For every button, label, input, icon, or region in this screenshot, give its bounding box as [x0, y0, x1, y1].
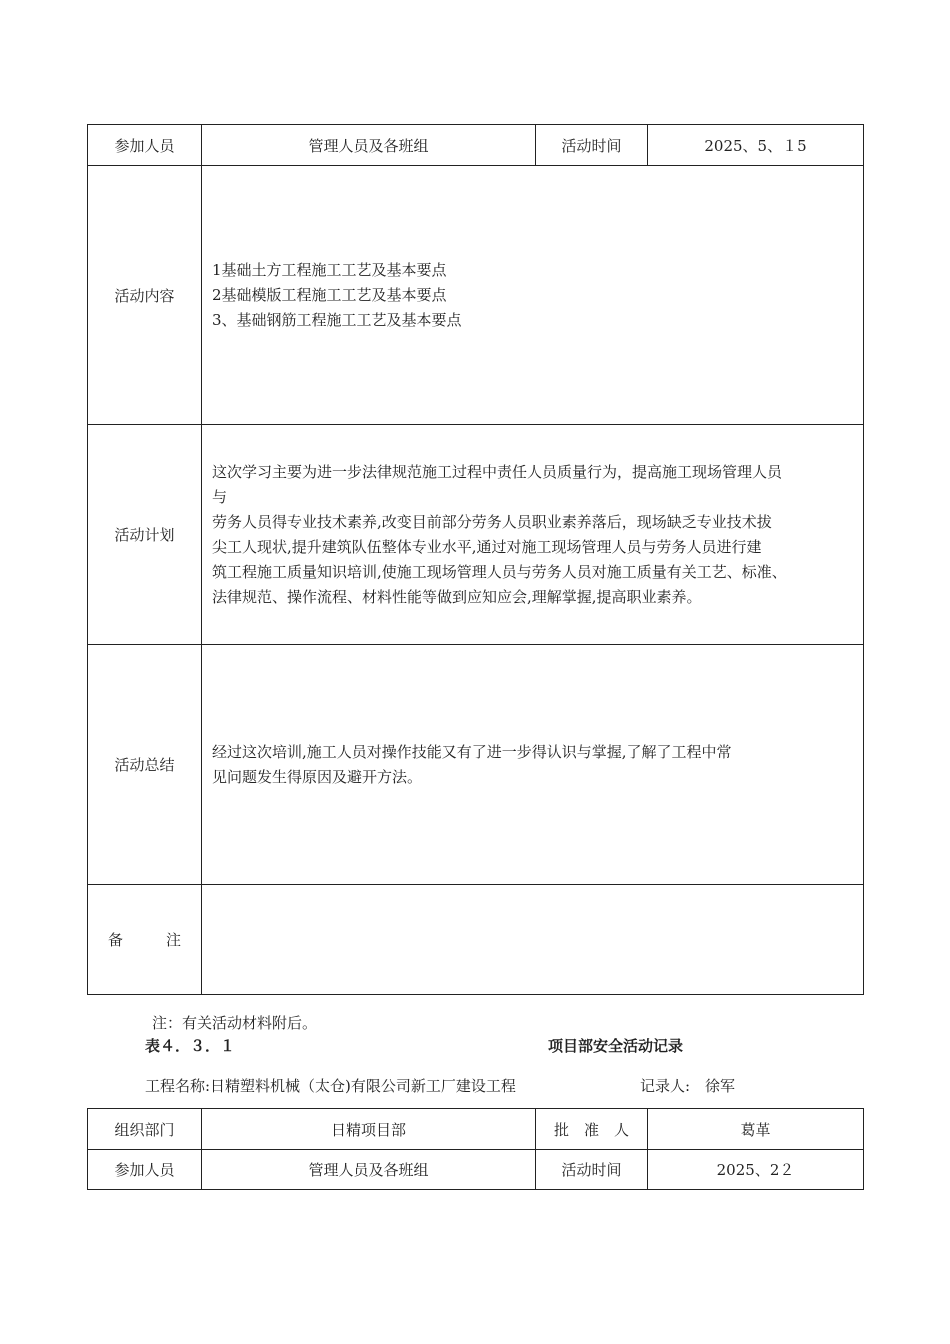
plan-line: 法律规范、操作流程、材料性能等做到应知应会,理解掌握,提高职业素养。	[212, 587, 702, 606]
summary-line: 经过这次培训,施工人员对操作技能又有了进一步得认识与掌握,了解了工程中常	[212, 742, 732, 761]
participants-value: 管理人员及各班组	[202, 125, 536, 166]
summary-label: 活动总结	[88, 645, 202, 885]
plan-text	[202, 425, 864, 645]
summary-text	[202, 645, 864, 885]
project-name: 工程名称:日精塑料机械（太仓)有限公司新工厂建设工程	[145, 1077, 516, 1095]
recorder: 记录人: 徐军	[640, 1077, 736, 1095]
plan-label: 活动计划	[88, 425, 202, 645]
content-row	[88, 166, 864, 425]
participants-label: 参加人员	[88, 1150, 202, 1190]
table-number: 表４．３．１	[145, 1037, 236, 1055]
content-line: 1基础土方工程施工工艺及基本要点	[212, 260, 447, 279]
plan-line: 筑工程施工质量知识培训,使施工现场管理人员与劳务人员对施工质量有关工艺、标准、	[212, 562, 787, 581]
time-value: 2025、2２	[648, 1150, 864, 1190]
remark-value	[202, 885, 864, 995]
plan-line: 尖工人现状,提升建筑队伍整体专业水平,通过对施工现场管理人员与劳务人员进行建	[212, 537, 762, 556]
dept-value: 日精项目部	[202, 1109, 536, 1150]
remark-char: 备	[108, 931, 124, 949]
content-line: 2基础模版工程施工工艺及基本要点	[212, 285, 447, 304]
remark-row	[88, 885, 864, 995]
approver-label: 批 准 人	[536, 1109, 648, 1150]
dept-row	[88, 1109, 864, 1150]
participants-row	[88, 125, 864, 166]
plan-line: 这次学习主要为进一步法律规范施工过程中责任人员质量行为，提高施工现场管理人员	[212, 462, 783, 481]
plan-line: 与	[212, 487, 228, 506]
content-label: 活动内容	[88, 166, 202, 425]
remark-label	[88, 885, 202, 995]
remark-char: 注	[165, 931, 181, 949]
summary-row	[88, 645, 864, 885]
participants-value: 管理人员及各班组	[202, 1150, 536, 1190]
time-value: 2025、5、１5	[648, 125, 864, 166]
content-line: 3、基础钢筋工程施工工艺及基本要点	[212, 310, 462, 329]
time-label: 活动时间	[536, 125, 648, 166]
approver-value: 葛革	[648, 1109, 864, 1150]
table-title: 项目部安全活动记录	[548, 1037, 684, 1055]
participants-row	[88, 1150, 864, 1190]
attachment-note: 注：有关活动材料附后。	[152, 1014, 318, 1032]
content-text	[202, 166, 864, 425]
dept-label: 组织部门	[88, 1109, 202, 1150]
participants-label: 参加人员	[88, 125, 202, 166]
plan-line: 劳务人员得专业技术素养,改变目前部分劳务人员职业素养落后，现场缺乏专业技术拔	[212, 512, 772, 531]
activity-record-table	[87, 124, 864, 995]
safety-activity-table	[87, 1108, 864, 1190]
summary-line: 见问题发生得原因及避开方法。	[212, 767, 423, 786]
time-label: 活动时间	[536, 1150, 648, 1190]
plan-row	[88, 425, 864, 645]
